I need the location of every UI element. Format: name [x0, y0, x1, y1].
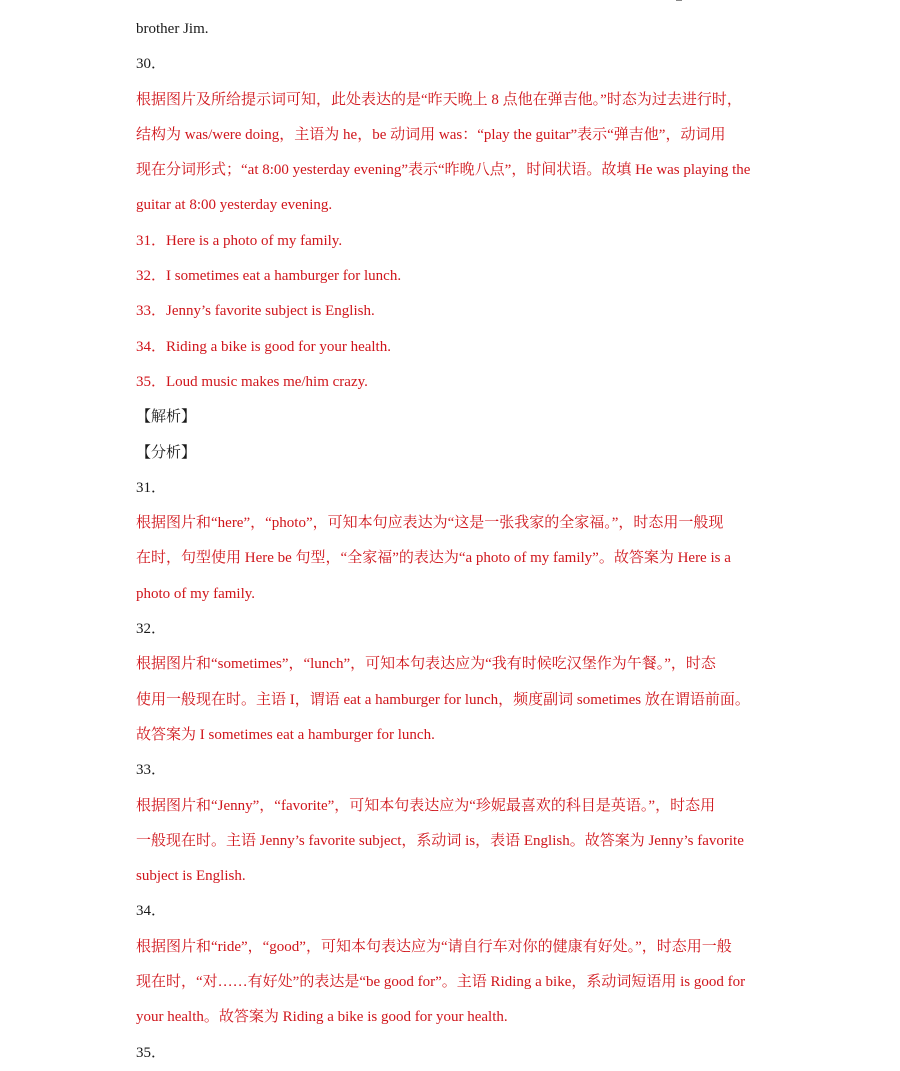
- text-line: 32．I sometimes eat a hamburger for lunch.: [136, 268, 402, 285]
- text-line: guitar at 8:00 yesterday evening.: [136, 197, 333, 214]
- document-body: [136, 12, 776, 1071]
- text-line: 31．: [136, 479, 167, 496]
- text-line: 34．: [136, 903, 167, 920]
- text-line: 根据图片及所给提示词可知，此处表达的是“昨天晚上 8 点他在弹吉他。”时态为过去进行时，: [136, 91, 742, 108]
- text-line: subject is English.: [136, 868, 246, 885]
- text-line: 35．Loud music makes me/him crazy.: [136, 373, 368, 390]
- text-line: 在时，句型使用 Here be 句型，“全家福”的表达为“a photo of my family”。故答案为 Here is a: [136, 550, 731, 567]
- text-line: your health。故答案为 Riding a bike is good for your health.: [136, 1009, 508, 1026]
- text-line: 34．Riding a bike is good for your health.: [136, 338, 391, 355]
- text-line: 31．Here is a photo of my family.: [136, 232, 343, 249]
- text-line: brother Jim.: [136, 21, 209, 37]
- text-line: 33．: [136, 762, 167, 779]
- text-line: 结构为 was/were doing，主语为 he，be 动词用 was：“play the guitar”表示“弹吉他”，动词用: [136, 126, 726, 143]
- text-line: 使用一般现在时。主语 I，谓语 eat a hamburger for lunch，频度副词 sometimes 放在谓语前面。: [136, 691, 750, 708]
- text-line: 故答案为 I sometimes eat a hamburger for lunch.: [136, 726, 435, 743]
- text-line: 现在时，“对……有好处”的表达是“be good for”。主语 Riding a bike，系动词短语用 is good for: [136, 974, 746, 991]
- text-line: 根据图片和“sometimes”，“lunch”，可知本句表达应为“我有时候吃汉堡作为午餐。”，时态: [136, 656, 716, 673]
- text-line: 30．: [136, 56, 167, 73]
- text-line: 【分析】: [136, 444, 197, 461]
- text-line: photo of my family.: [136, 585, 256, 602]
- text-line: 一般现在时。主语 Jenny’s favorite subject，系动词 is，表语 English。故答案为 Jenny’s favorite: [136, 832, 744, 849]
- text-line: 现在分词形式；“at 8:00 yesterday evening”表示“昨晚八点”，时间状语。故填 He was playing the: [136, 162, 751, 179]
- text-line: 根据图片和“Jenny”，“favorite”，可知本句表达应为“珍妮最喜欢的科目是英语。”，时态用: [136, 797, 716, 814]
- text-line: 根据图片和“here”，“photo”，可知本句应表达为“这是一张我家的全家福。”，时态用一般现: [136, 515, 724, 532]
- text-line: 32．: [136, 621, 167, 638]
- text-line: 33．Jenny’s favorite subject is English.: [136, 303, 375, 320]
- page-edge-mark: [676, 0, 682, 4]
- text-line: 【解析】: [136, 409, 197, 426]
- text-line: 根据图片和“ride”，“good”，可知本句表达应为“请自行车对你的健康有好处。”，时态用一般: [136, 938, 732, 955]
- text-line: 35．: [136, 1044, 167, 1061]
